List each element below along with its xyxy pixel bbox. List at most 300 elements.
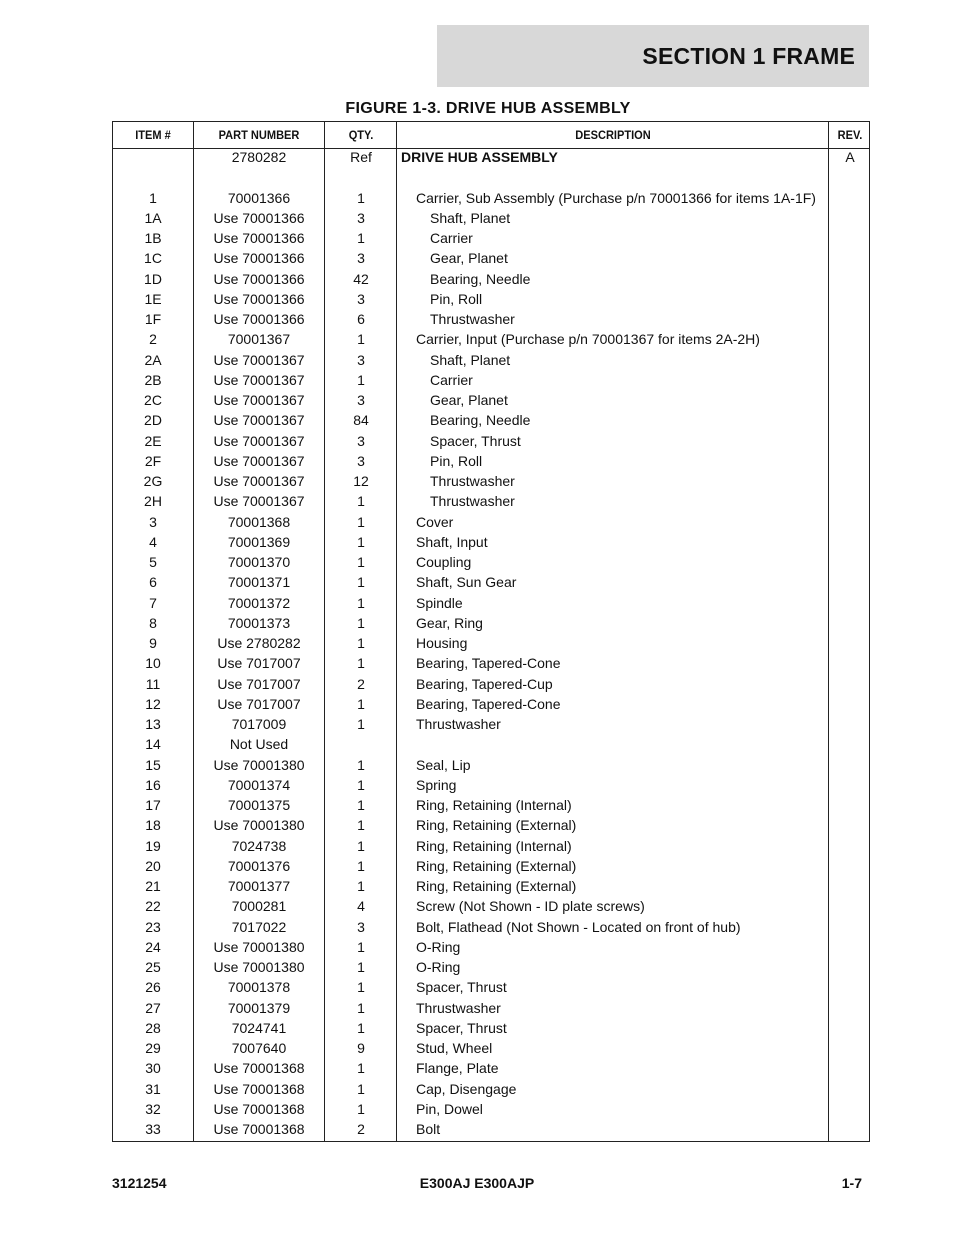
rev-cell [829, 714, 871, 734]
part-number-cell: 7017022 [231, 918, 287, 935]
item-number-cell: 6 [149, 574, 157, 591]
item-number-cell: 25 [145, 959, 161, 975]
description-cell: Ring, Retaining (External) [416, 857, 577, 874]
description-cell: Thrustwasher [430, 311, 515, 327]
item-number-cell: 2D [144, 412, 162, 429]
description-cell: Carrier [430, 371, 473, 388]
table-row [113, 390, 869, 410]
qty-cell [325, 734, 397, 754]
description-cell: Bearing, Needle [430, 412, 531, 429]
rev-cell [829, 1079, 871, 1099]
qty-cell: 1 [357, 756, 365, 773]
rev-cell [829, 653, 871, 673]
description-cell [401, 734, 840, 754]
part-number-cell: Use 7017007 [217, 695, 301, 712]
part-number-cell: Use 70001366 [213, 270, 305, 287]
qty-cell: 1 [357, 857, 365, 874]
item-number-cell: 7 [149, 594, 157, 611]
part-number-cell: 70001379 [227, 999, 291, 1016]
table-row [113, 795, 869, 815]
part-number-cell: Use 70001367 [213, 392, 305, 408]
header-item: ITEM # [135, 128, 171, 142]
item-number-cell: 10 [145, 655, 161, 672]
description-cell: Thrustwasher [416, 716, 501, 732]
part-number-cell: 70001366 [227, 189, 291, 206]
description-cell: Cap, Disengage [416, 1080, 517, 1097]
item-number-cell: 2 [149, 331, 157, 348]
part-number-cell: 70001373 [227, 614, 291, 631]
item-number-cell: 15 [145, 756, 161, 773]
item-number-cell: 23 [145, 918, 161, 935]
qty-cell: 3 [357, 432, 365, 449]
part-number-cell: Use 70001366 [213, 230, 305, 246]
rev-cell [829, 957, 871, 977]
item-number-cell: 2F [144, 452, 162, 469]
qty-cell: Ref [350, 149, 372, 165]
item-number-cell: 24 [145, 938, 161, 955]
rev-cell [829, 674, 871, 694]
description-cell: Bearing, Tapered-Cone [416, 655, 561, 672]
description-cell: Ring, Retaining (Internal) [416, 797, 572, 813]
qty-cell: 1 [357, 1080, 365, 1097]
part-number-cell: Use 70001368 [213, 1121, 305, 1137]
qty-cell: 9 [357, 1040, 365, 1056]
part-number-cell: Use 70001366 [213, 311, 305, 327]
part-number-cell: 70001371 [227, 574, 291, 591]
item-number-cell: 9 [149, 635, 157, 651]
rev-cell [829, 694, 871, 714]
rev-cell [829, 734, 871, 754]
description-cell: Screw (Not Shown - ID plate screws) [416, 898, 645, 915]
description-cell: Seal, Lip [416, 756, 471, 773]
rev-cell [829, 228, 871, 248]
rev-cell [829, 593, 871, 613]
qty-cell: 1 [357, 837, 365, 854]
description-cell: Flange, Plate [416, 1060, 499, 1077]
qty-cell: 1 [357, 979, 365, 996]
rev-cell [829, 350, 871, 370]
item-number-cell: 1 [149, 189, 157, 206]
description-cell: Stud, Wheel [416, 1040, 493, 1056]
rev-cell [829, 451, 871, 471]
part-number-cell: 2780282 [231, 149, 287, 165]
table-row [113, 289, 869, 309]
table-row [113, 755, 869, 775]
description-cell: Spindle [416, 594, 463, 611]
table-row [113, 1018, 869, 1038]
qty-cell: 1 [357, 1060, 365, 1077]
part-number-cell: 70001370 [227, 554, 291, 570]
rev-cell [829, 188, 871, 208]
rev-cell [829, 512, 871, 532]
part-number-cell: Use 70001380 [213, 938, 305, 955]
description-cell: Spacer, Thrust [416, 979, 507, 996]
description-cell: Spacer, Thrust [416, 1019, 507, 1036]
part-number-cell: Use 70001368 [213, 1100, 305, 1117]
section-title: SECTION 1 FRAME [642, 42, 855, 69]
table-row [113, 188, 869, 208]
description-cell: Bolt [416, 1121, 441, 1137]
qty-cell: 1 [357, 1019, 365, 1036]
qty-cell: 3 [357, 351, 365, 368]
item-number-cell: 32 [145, 1100, 161, 1117]
item-number-cell: 1D [144, 270, 162, 287]
part-number-cell: Use 70001367 [213, 432, 305, 449]
part-number-cell: 70001368 [227, 513, 291, 530]
table-body [113, 147, 869, 1139]
table-row [113, 431, 869, 451]
qty-cell: 3 [357, 290, 365, 307]
qty-cell: 1 [357, 554, 365, 570]
item-number-cell: 2G [143, 473, 163, 489]
item-number-cell: 1E [144, 290, 162, 307]
description-cell: Pin, Dowel [416, 1100, 483, 1117]
footer-page-number: 1-7 [841, 1175, 862, 1191]
rev-cell [829, 1018, 871, 1038]
qty-cell: 1 [357, 635, 365, 651]
description-cell: Spring [416, 776, 457, 793]
qty-cell: 1 [357, 695, 365, 712]
rev-cell [829, 795, 871, 815]
rev-cell [829, 633, 871, 653]
qty-cell: 1 [357, 533, 365, 550]
item-number-cell: 20 [145, 857, 161, 874]
part-number-cell: 70001374 [227, 776, 291, 793]
table-row [113, 451, 869, 471]
rev-cell [829, 876, 871, 896]
table-row [113, 1119, 869, 1139]
table-row [113, 1099, 869, 1119]
part-number-cell: Use 70001367 [213, 493, 305, 510]
rev-cell [829, 937, 871, 957]
part-number-cell: 70001375 [227, 797, 291, 813]
item-number-cell: 13 [145, 716, 161, 732]
rev-cell [829, 370, 871, 390]
part-number-cell: Use 70001367 [213, 371, 305, 388]
rev-cell [829, 410, 871, 430]
rev-cell [829, 208, 871, 228]
table-row [113, 937, 869, 957]
table-row [113, 593, 869, 613]
qty-cell: 1 [357, 331, 365, 348]
description-cell: Gear, Planet [430, 392, 508, 408]
header-rev: REV. [837, 128, 863, 142]
table-row [113, 370, 869, 390]
table-row [113, 147, 869, 188]
qty-cell: 3 [357, 250, 365, 267]
item-number-cell: 3 [149, 513, 157, 530]
rev-cell [829, 613, 871, 633]
table-row [113, 633, 869, 653]
table-row [113, 350, 869, 370]
qty-cell: 1 [357, 878, 365, 894]
table-row [113, 228, 869, 248]
table-row [113, 856, 869, 876]
rev-cell [829, 390, 871, 410]
item-number-cell: 2E [144, 432, 162, 449]
description-cell: Spacer, Thrust [430, 432, 521, 449]
item-number-cell: 1A [144, 209, 162, 226]
table-row [113, 309, 869, 329]
part-number-cell: 7007640 [231, 1040, 287, 1056]
item-number-cell: 21 [145, 878, 161, 894]
part-number-cell: 7024738 [231, 837, 287, 854]
table-row [113, 836, 869, 856]
qty-cell: 84 [353, 412, 369, 429]
qty-cell: 1 [357, 655, 365, 672]
part-number-cell: Use 7017007 [217, 675, 301, 692]
rev-cell [829, 775, 871, 795]
item-number-cell: 1B [144, 230, 162, 246]
rev-cell [829, 836, 871, 856]
item-number-cell: 1F [144, 311, 162, 327]
part-number-cell: Use 7017007 [217, 655, 301, 672]
description-cell: Shaft, Planet [430, 209, 511, 226]
table-row [113, 653, 869, 673]
qty-cell: 2 [357, 1121, 365, 1137]
qty-cell: 1 [357, 371, 365, 388]
qty-cell: 4 [357, 898, 365, 915]
rev-cell [829, 1099, 871, 1119]
item-number-cell: 2H [144, 493, 162, 510]
rev-cell [829, 856, 871, 876]
qty-cell: 3 [357, 918, 365, 935]
table-row [113, 269, 869, 289]
description-cell: Cover [416, 513, 454, 530]
item-number-cell: 31 [145, 1080, 161, 1097]
rev-cell [829, 329, 871, 349]
table-row [113, 815, 869, 835]
part-number-cell: Use 70001368 [213, 1060, 305, 1077]
table-row [113, 248, 869, 268]
rev-cell [829, 977, 871, 997]
item-number-cell: 29 [145, 1040, 161, 1056]
description-cell: Carrier, Sub Assembly (Purchase p/n 70001366 for items 1A-1F) [416, 189, 816, 206]
part-number-cell: Use 70001380 [213, 817, 305, 834]
table-row [113, 491, 869, 511]
table-row [113, 1079, 869, 1099]
part-number-cell: Use 70001366 [213, 250, 305, 267]
part-number-cell: Use 70001380 [213, 959, 305, 975]
rev-cell [829, 471, 871, 491]
part-number-cell: Use 70001368 [213, 1080, 305, 1097]
qty-cell: 1 [357, 797, 365, 813]
table-row [113, 613, 869, 633]
item-number-cell: 16 [145, 776, 161, 793]
qty-cell: 1 [357, 574, 365, 591]
part-number-cell: 70001377 [227, 878, 291, 894]
description-cell: Bearing, Tapered-Cup [416, 675, 553, 692]
description-cell: O-Ring [416, 959, 461, 975]
item-number-cell: 12 [145, 695, 161, 712]
description-cell: Pin, Roll [430, 452, 483, 469]
description-cell: Bolt, Flathead (Not Shown - Located on front of hub) [416, 918, 741, 935]
rev-cell [829, 815, 871, 835]
description-cell: Thrustwasher [430, 493, 515, 510]
part-number-cell: 7000281 [231, 898, 287, 915]
table-row [113, 471, 869, 491]
description-cell: Thrustwasher [430, 473, 515, 489]
description-cell: Shaft, Input [416, 533, 488, 550]
description-cell: O-Ring [416, 938, 461, 955]
qty-cell: 1 [357, 716, 365, 732]
item-number-cell: 1C [144, 250, 162, 267]
item-number-cell: 11 [145, 675, 161, 692]
table-row [113, 998, 869, 1018]
header-qty: QTY. [348, 128, 374, 142]
item-number-cell: 26 [145, 979, 161, 996]
rev-cell [829, 552, 871, 572]
qty-cell: 2 [357, 675, 365, 692]
item-number-cell: 19 [145, 837, 161, 854]
table-row [113, 410, 869, 430]
rev-cell [829, 917, 871, 937]
item-number-cell: 2C [144, 392, 162, 408]
description-cell: Ring, Retaining (External) [416, 878, 577, 894]
rev-cell [829, 289, 871, 309]
rev-cell: A [845, 149, 855, 165]
qty-cell: 1 [357, 959, 365, 975]
description-cell: Pin, Roll [430, 290, 483, 307]
qty-cell: 6 [357, 311, 365, 327]
part-number-cell: 70001369 [227, 533, 291, 550]
header-part-number: PART NUMBER [218, 128, 300, 142]
qty-cell: 1 [357, 999, 365, 1016]
figure-title: FIGURE 1-3. DRIVE HUB ASSEMBLY [345, 100, 631, 117]
item-number-cell: 27 [145, 999, 161, 1016]
part-number-cell: Use 70001366 [213, 290, 305, 307]
part-number-cell: Use 70001367 [213, 452, 305, 469]
item-number-cell: 14 [145, 736, 161, 753]
item-number-cell: 5 [149, 554, 157, 570]
item-number-cell: 22 [145, 898, 161, 915]
qty-cell: 1 [357, 189, 365, 206]
part-number-cell: 7017009 [231, 716, 287, 732]
table-row [113, 512, 869, 532]
rev-cell [829, 431, 871, 451]
table-row [113, 208, 869, 228]
table-row [113, 734, 869, 754]
qty-cell: 1 [357, 493, 365, 510]
part-number-cell: Use 2780282 [217, 635, 301, 651]
qty-cell: 42 [353, 270, 369, 287]
qty-cell: 3 [357, 452, 365, 469]
item-number-cell: 4 [149, 533, 157, 550]
qty-cell: 3 [357, 392, 365, 408]
rev-cell [829, 572, 871, 592]
table-row [113, 329, 869, 349]
qty-cell: 12 [353, 473, 369, 489]
description-cell: Gear, Planet [430, 250, 508, 267]
rev-cell [829, 248, 871, 268]
part-number-cell: 70001376 [227, 857, 291, 874]
qty-cell: 1 [357, 817, 365, 834]
rev-cell [829, 309, 871, 329]
table-row [113, 674, 869, 694]
description-cell: Thrustwasher [416, 999, 501, 1016]
item-number-cell: 30 [145, 1060, 161, 1077]
table-row [113, 1038, 869, 1058]
part-number-cell: Use 70001367 [213, 412, 305, 429]
qty-cell: 1 [357, 1100, 365, 1117]
qty-cell: 1 [357, 938, 365, 955]
part-number-cell: Not Used [229, 736, 289, 753]
table-row [113, 917, 869, 937]
qty-cell: 1 [357, 776, 365, 793]
part-number-cell: Use 70001366 [213, 209, 305, 226]
rev-cell [829, 1038, 871, 1058]
description-cell: Housing [416, 635, 468, 651]
item-number-cell: 33 [145, 1121, 161, 1137]
table-row [113, 977, 869, 997]
description-cell: Carrier, Input (Purchase p/n 70001367 for items 2A-2H) [416, 331, 760, 348]
part-number-cell: 70001378 [227, 979, 291, 996]
item-number-cell: 2A [144, 351, 162, 368]
description-cell: Coupling [416, 554, 472, 570]
rev-cell [829, 896, 871, 916]
description-cell: DRIVE HUB ASSEMBLY [401, 149, 558, 165]
part-number-cell: 70001372 [227, 594, 291, 611]
description-cell: Shaft, Sun Gear [416, 574, 517, 591]
part-number-cell: Use 70001367 [213, 351, 305, 368]
table-row [113, 957, 869, 977]
description-cell: Carrier [430, 230, 473, 246]
item-number-cell: 18 [145, 817, 161, 834]
part-number-cell: 70001367 [227, 331, 291, 348]
description-cell: Gear, Ring [416, 614, 483, 631]
item-number-cell: 2B [144, 371, 162, 388]
description-cell: Ring, Retaining (External) [416, 817, 577, 834]
qty-cell: 3 [357, 209, 365, 226]
rev-cell [829, 532, 871, 552]
description-cell: Bearing, Tapered-Cone [416, 695, 561, 712]
item-number-cell [113, 147, 193, 167]
rev-cell [829, 1058, 871, 1078]
footer-doc-number: 3121254 [112, 1175, 167, 1191]
table-row [113, 532, 869, 552]
rev-cell [829, 755, 871, 775]
part-number-cell: Use 70001367 [213, 473, 305, 489]
qty-cell: 1 [357, 594, 365, 611]
description-cell: Ring, Retaining (Internal) [416, 837, 572, 854]
rev-cell [829, 269, 871, 289]
description-cell: Bearing, Needle [430, 270, 531, 287]
parts-table [112, 121, 870, 1142]
table-row [113, 552, 869, 572]
table-row [113, 572, 869, 592]
item-number-cell: 17 [145, 797, 161, 813]
table-row [113, 896, 869, 916]
qty-cell: 1 [357, 614, 365, 631]
rev-cell [829, 1119, 871, 1139]
table-row [113, 1058, 869, 1078]
section-header [437, 25, 869, 87]
part-number-cell: 7024741 [231, 1019, 287, 1036]
part-number-cell: Use 70001380 [213, 756, 305, 773]
table-row [113, 775, 869, 795]
footer-models: E300AJ E300AJP [419, 1175, 535, 1191]
header-description: DESCRIPTION [575, 128, 651, 142]
table-row [113, 876, 869, 896]
rev-cell [829, 998, 871, 1018]
rev-cell [829, 491, 871, 511]
table-row [113, 694, 869, 714]
qty-cell: 1 [357, 230, 365, 246]
table-row [113, 714, 869, 734]
item-number-cell: 28 [145, 1019, 161, 1036]
qty-cell: 1 [357, 513, 365, 530]
description-cell: Shaft, Planet [430, 351, 511, 368]
